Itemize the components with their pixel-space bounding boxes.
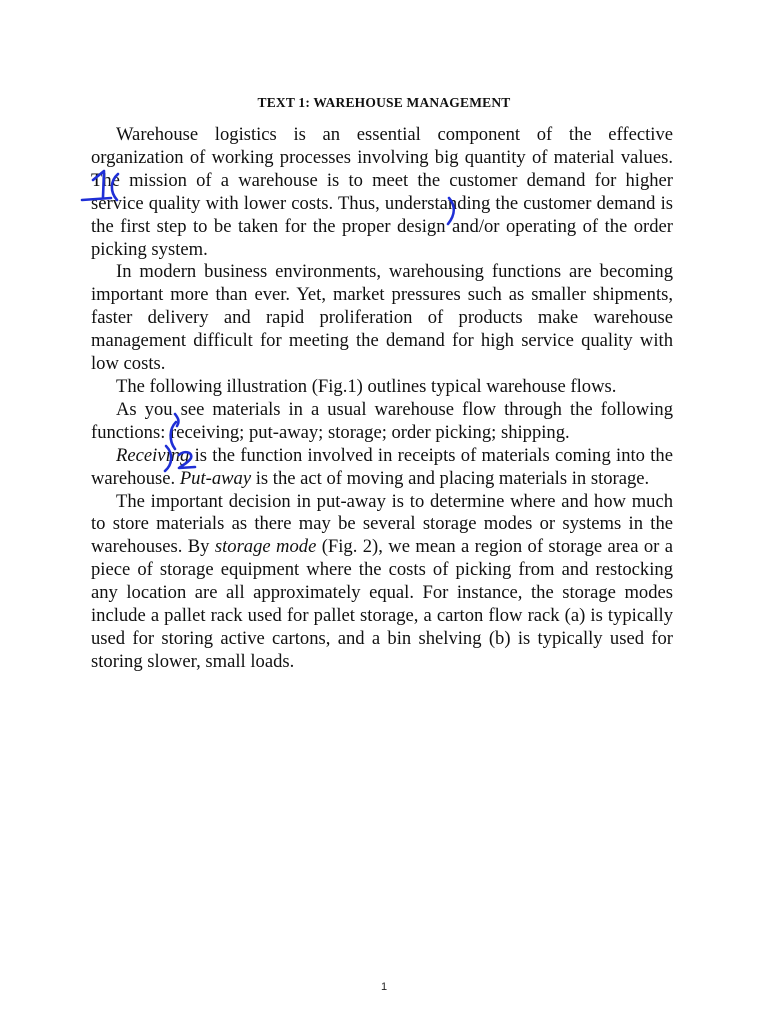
- paragraph-5-run-4: is the act of moving and placing materials in storage.: [251, 467, 650, 489]
- paragraph-3-run-1: The following illustration (Fig.1) outlines typical warehouse flows.: [116, 375, 617, 397]
- paragraph-1-run-2: The mission of a warehouse is to meet the customer demand for higher service quality with lower costs: [91, 169, 673, 214]
- paragraph-1: [91, 124, 673, 261]
- term-receiving: Receiving: [116, 444, 190, 466]
- paragraph-4: [91, 399, 673, 445]
- paragraph-6-run-3: (Fig. 2), we mean a region of storage area or a piece of storage equipment where the costs of picking from and restocking any location are all approximately equal. For instance, the storage modes include a pallet rack used for pallet storage, a carton flow rack (a) is typically used for storing active cartons, and a bin shelving (b) is typically used for storing slower, small loads.: [91, 536, 673, 672]
- document-title: TEXT 1: WAREHOUSE MANAGEMENT: [257, 95, 511, 110]
- document-body: [91, 124, 673, 674]
- paragraph-5-run-2: is the function involved in receipts of materials coming into the warehouse.: [91, 444, 673, 489]
- paragraph-6-run-1: The important decision in put-away is to determine where and how much to store materials as there may be several storage modes or systems in the warehouses. By: [91, 490, 673, 558]
- paragraph-4-run-2: functions: receiving; put-away; storage; order picking; shipping.: [91, 421, 570, 443]
- paragraph-6: [91, 491, 673, 674]
- paragraph-4-run-1: As you see materials in a usual warehouse flow through the following: [116, 398, 673, 420]
- term-storage-mode: storage mode: [214, 536, 317, 558]
- paragraph-1-run-1: Warehouse logistics is an essential component of the effective organization of working processes involving big quantity of material values.: [91, 124, 673, 168]
- page-number: 1: [380, 981, 388, 993]
- paragraph-2: [91, 261, 673, 376]
- paragraph-2-run-1: In modern business environments, warehousing functions are becoming important more than ever. Yet, market pressures such as smaller shipments, faster delivery and rapid proliferation of products make warehouse management difficult for meeting the demand for high service quality with low costs.: [91, 261, 673, 375]
- term-put-away: Put-away: [179, 467, 252, 489]
- paragraph-5: [91, 445, 673, 491]
- paragraph-1-run-3: . Thus, understanding the customer demand is the first step to be taken for the proper design and/or operating of the order picking system.: [91, 192, 674, 260]
- paragraph-3: [91, 376, 673, 399]
